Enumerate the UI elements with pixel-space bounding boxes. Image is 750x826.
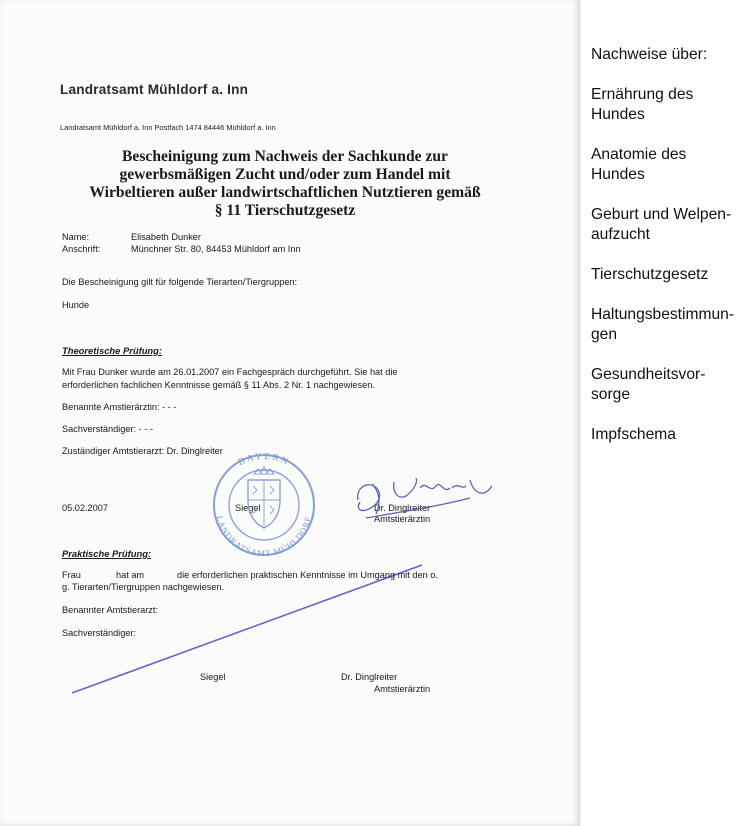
theory-date: 05.02.2007 [62,503,108,513]
title-line: Bescheinigung zum Nachweis der Sachkunde zur [122,148,448,165]
theory-expert: Sachverständiger: - - - [62,424,153,434]
address-value: Münchner Str. 80, 84453 Mühldorf am Inn [131,244,301,254]
practice-expert: Sachverständiger: [62,628,137,638]
coat-of-arms-icon [248,467,280,528]
letterhead-address: Landratsamt Mühldorf a. Inn Postfach 1474 84446 Mühldorf a. Inn [60,123,276,132]
sidebar-heading [591,45,707,65]
sidebar-item [591,205,731,245]
handwritten-signature [358,478,492,518]
title-line: § 11 Tierschutzgesetz [214,202,356,219]
animal-group: Hunde [62,300,90,310]
sidebar-item [591,365,705,405]
practice-heading: Praktische Prüfung: [62,548,152,559]
theory-responsible-vet: Zuständiger Amtstierarzt: Dr. Dinglreiter [62,446,223,456]
sidebar-item-line: Hundes [591,106,645,123]
sidebar-item-line: sorge [591,386,631,403]
theory-vet-named: Benannte Amstierärztin: - - - [62,402,177,412]
practice-seal-label: Siegel [200,672,226,682]
sidebar-item-line: Haltungsbestimmun- [591,306,735,323]
theory-line: Mit Frau Dunker wurde am 26.01.2007 ein Fachgespräch durchgeführt. Sie hat die [62,367,398,377]
practice-line1-b: hat am [116,570,145,580]
practice-line1-a: Frau [62,570,81,580]
name-label: Name: [62,232,90,242]
sidebar-item [591,265,708,285]
title-line: gewerbsmäßigen Zucht und/oder zum Handel mit [119,166,451,183]
title-line: Wirbeltieren außer landwirtschaftlichen Nutztieren gemäß [89,184,481,201]
practice-line1-c: die erforderlichen praktischen Kenntnisse im Umgang mit den o. [177,570,438,580]
theory-line: erforderlichen fachlichen Kenntnisse gemäß § 11 Abs. 2 Nr. 1 nachgewiesen. [62,379,375,390]
validity-text: Die Bescheinigung gilt für folgende Tierarten/Tiergruppen: [62,277,298,287]
sidebar-item [591,85,693,125]
authority-name: Landratsamt Mühldorf a. Inn [60,82,249,97]
sidebar-item-line: Tierschutzgesetz [591,266,709,283]
theory-heading: Theoretische Prüfung: [62,345,163,356]
sidebar-item-line: Ernährung des [591,86,694,103]
theory-signer-title: Amtstierärztin [374,514,431,524]
sidebar-item-line: aufzucht [591,226,650,243]
stamp-bottom-text: LANDRATSAMT MÜHLDORF [214,514,314,559]
practice-signer-title: Amtstierärztin [374,684,431,694]
sidebar-item-line: Anatomie des [591,146,687,163]
sidebar-item-line: gen [591,326,618,343]
practice-vet-named: Benannter Amtstierarzt: [62,605,159,615]
sidebar-item-line: Impfschema [591,426,676,443]
name-value: Elisabeth Dunker [131,232,201,242]
sidebar-item-line: Geburt und Welpen- [591,206,732,223]
theory-seal-label: Siegel [235,503,261,513]
sidebar-item [591,425,676,445]
sidebar-item-line: Gesundheitsvor- [591,366,706,383]
practice-signer-name: Dr. Dinglreiter [341,672,398,682]
stamp-top-text: BAYERN [236,451,292,469]
sidebar-item [591,145,686,185]
practice-line2: g. Tierarten/Tiergruppen nachgewiesen. [62,582,225,592]
sidebar-item-line: Hundes [591,166,645,183]
sidebar-item [591,305,734,345]
address-label: Anschrift: [62,244,101,254]
theory-signer-name: Dr. Dinglreiter [374,503,431,513]
sidebar-heading-text: Nachweise über: [591,46,708,63]
